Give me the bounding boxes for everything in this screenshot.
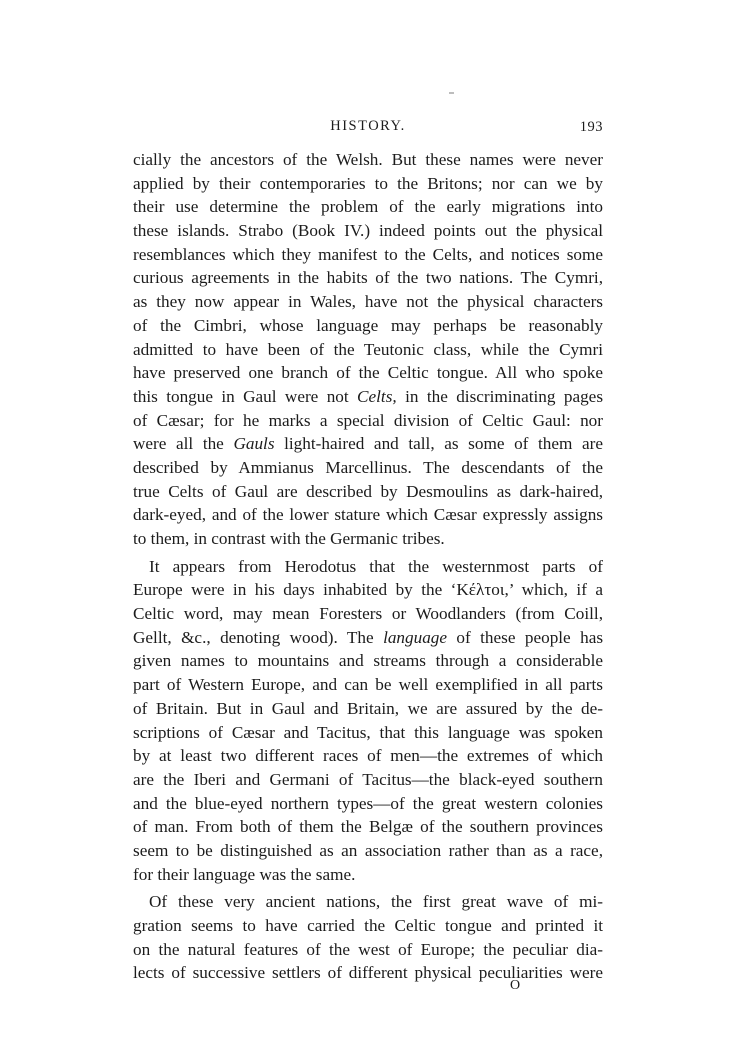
text-line: of man. From both of them the Belgæ of the southern provinces (133, 817, 603, 837)
text-line: Of these very ancient nations, the first great wave of mi- (149, 892, 603, 912)
text-line: Gellt, &c., denoting wood). The language of these people has (133, 627, 604, 647)
text-line: were all the Gauls light-haired and tall, as some of them are (133, 434, 603, 454)
text-line: as they now appear in Wales, have not the physical characters (133, 292, 603, 312)
text-line: part of Western Europe, and can be well exemplified in all parts (133, 675, 603, 695)
text-line: have preserved one branch of the Celtic tongue. All who spoke (133, 363, 603, 383)
text-line: dark-eyed, and of the lower stature which Cæsar expressly assigns (133, 505, 603, 525)
page-number: 193 (579, 119, 603, 135)
text-line: scriptions of Cæsar and Tacitus, that this language was spoken (133, 722, 603, 742)
text-line: of Britain. But in Gaul and Britain, we are assured by the de- (133, 698, 603, 718)
text-line: of Cæsar; for he marks a special division of Celtic Gaul: nor (133, 410, 603, 430)
text-line: described by Ammianus Marcellinus. The descendants of the (133, 457, 603, 477)
text-line: seem to be distinguished as an association rather than as a race, (133, 840, 603, 860)
text-line: applied by their contemporaries to the Britons; nor can we by (133, 173, 603, 193)
text-line: Europe were in his days inhabited by the ‘Κέλτοι,’ which, if a (133, 580, 603, 600)
text-line: their use determine the problem of the early migrations into (133, 197, 603, 217)
text-line: gration seems to have carried the Celtic tongue and printed it (133, 916, 603, 935)
paper-speck (449, 92, 454, 94)
text-line: for their language was the same. (133, 864, 356, 884)
running-head (133, 118, 603, 138)
text-line: these islands. Strabo (Book IV.) indeed points out the physical (133, 221, 603, 241)
text-line: cially the ancestors of the Welsh. But these names were never (133, 150, 603, 169)
text-line: curious agreements in the habits of the two nations. The Cymri, (133, 268, 603, 288)
text-line: resemblances which they manifest to the Celts, and notices some (133, 244, 603, 264)
text-line: by at least two different races of men—the extremes of which (133, 746, 603, 766)
running-title: HISTORY. (330, 118, 406, 134)
text-line: this tongue in Gaul were not Celts, in the discriminating pages (133, 386, 604, 406)
text-line: are the Iberi and Germani of Tacitus—the black-eyed southern (133, 769, 603, 789)
text-line: Celtic word, may mean Foresters or Woodlanders (from Coill, (133, 604, 603, 624)
text-line: to them, in contrast with the Germanic tribes. (133, 529, 445, 548)
body-text (133, 148, 603, 985)
paragraph (133, 890, 603, 985)
text-line: true Celts of Gaul are described by Desmoulins as dark-haired, (133, 481, 603, 501)
text-line: lects of successive settlers of different physical peculiarities were (133, 963, 603, 983)
text-line: and the blue-eyed northern types—of the great western colonies (133, 793, 603, 813)
text-line: on the natural features of the west of Europe; the peculiar dia- (133, 939, 603, 959)
text-line: of the Cimbri, whose language may perhaps be reasonably (133, 315, 603, 335)
text-line: It appears from Herodotus that the westernmost parts of (149, 556, 603, 576)
paragraph (133, 148, 603, 551)
signature-mark: O (510, 978, 521, 993)
text-line: admitted to have been of the Teutonic class, while the Cymri (133, 339, 603, 359)
text-line: given names to mountains and streams through a considerable (133, 651, 603, 671)
paragraph (133, 555, 603, 887)
